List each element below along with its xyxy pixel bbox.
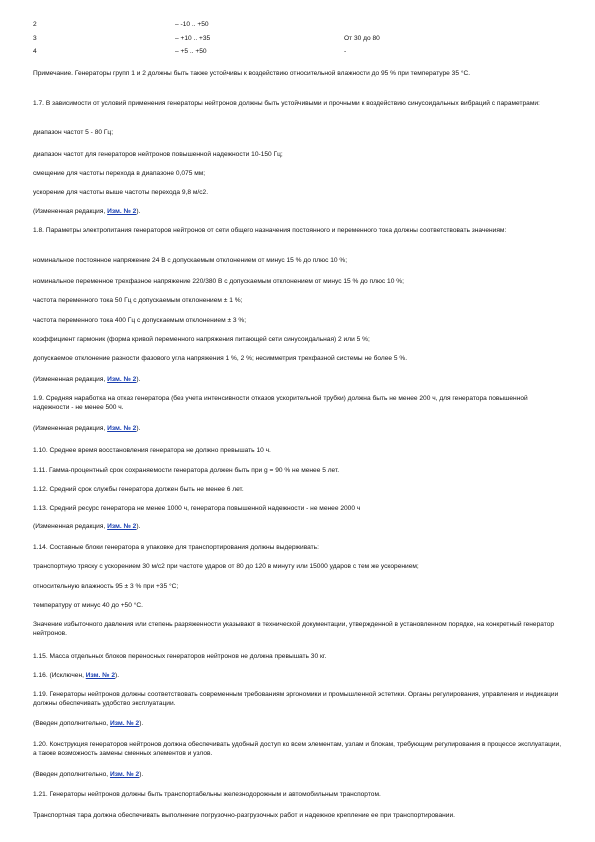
paragraph-1-14: 1.14. Составные блоки генератора в упаковке для транспортирования должны выдерживать:: [33, 544, 319, 551]
paragraph-1-21-item: Транспортная тара должна обеспечивать выполнение погрузочно-разгрузочных работ и надежное крепление ее при транспортировании.: [33, 812, 455, 819]
amendment-link[interactable]: Изм. № 2: [109, 720, 140, 727]
paragraph-1-11: 1.11. Гамма-процентный срок сохраняемости генератора должен быть при g = 90 % не менее 5 лет.: [33, 467, 340, 474]
paragraph-1-15: 1.15. Масса отдельных блоков переносных генераторов нейтронов не должна превышать 30 кг.: [33, 653, 327, 660]
edition-note-suffix: ).: [136, 523, 141, 530]
paragraph-1-8-item: частота переменного тока 400 Гц с допускаемым отклонением ± 3 %;: [33, 317, 247, 324]
paragraph-1-8-item: частота переменного тока 50 Гц с допускаемым отклонением ± 1 %;: [33, 297, 243, 304]
paragraph-1-7-item: диапазон частот для генераторов нейтронов повышенной надежности 10-150 Гц;: [33, 151, 283, 158]
edition-note: [33, 207, 563, 216]
paragraph-1-19: 1.19. Генераторы нейтронов должны соответствовать современным требованиям эргономики и промышленной эстетики. Органы регулирования, управления и индикации должны обеспечивать удобство эксплуатации.: [33, 691, 559, 707]
paragraph-1-10: 1.10. Среднее время восстановления генератора не должно превышать 10 ч.: [33, 447, 271, 454]
paragraph-1-13: 1.13. Средний ресурс генератора не менее 1000 ч, генератора повышенной надежности - не менее 2000 ч: [33, 505, 361, 512]
paragraph-1-8: 1.8. Параметры электропитания генераторов нейтронов от сети общего назначения постоянного и переменного тока должны соответствовать значениям:: [33, 227, 507, 234]
group-cell: 3: [33, 35, 37, 42]
paragraph-1-7-item: диапазон частот 5 - 80 Гц;: [33, 129, 114, 136]
edition-note-suffix: ).: [136, 208, 141, 215]
paragraph-1-8-item: номинальное переменное трехфазное напряжение 220/380 В с допускаемым отклонением от минус 15 % до плюс 10 %;: [33, 278, 404, 285]
edition-note: [33, 719, 563, 728]
edition-note: [33, 770, 563, 779]
edition-note-prefix: (Измененная редакция,: [33, 208, 108, 215]
amendment-link[interactable]: Изм. № 2: [85, 672, 115, 679]
paragraph-1-8-item: номинальное постоянное напряжение 24 В с допускаемым отклонением от минус 15 % до плюс 10 %;: [33, 257, 348, 264]
paragraph-1-20: 1.20. Конструкция генераторов нейтронов должна обеспечивать удобный доступ ко всем элементам, узлам и блокам, требующим регулирования в процессе эксплуатации, а также возможность замены сменных элементов и узлов.: [33, 741, 562, 757]
edition-note-prefix: (Введен дополнительно,: [33, 720, 110, 727]
amendment-link[interactable]: Изм. № 2: [107, 376, 137, 383]
paragraph-1-14-item: Значение избыточного давления или степень разряженности указывают в технической документации, утвержденной в установленном порядке, на конкретный генератор нейтронов.: [33, 621, 555, 637]
temperature-range-cell: – -10 .. +50: [175, 21, 209, 28]
edition-note-prefix: (Измененная редакция,: [33, 425, 108, 432]
edition-note-suffix: ).: [139, 771, 144, 778]
paragraph-1-7: 1.7. В зависимости от условий применения генераторы нейтронов должны быть устойчивыми и прочными к воздействию синусоидальных вибраций с параметрами:: [33, 100, 540, 107]
paragraph-1-8-item: допускаемое отклонение разности фазового угла напряжения 1 %, 2 %; несимметрия трехфазной системы не более 5 %.: [33, 355, 408, 362]
edition-note-suffix: ).: [139, 720, 144, 727]
paragraph-1-21: 1.21. Генераторы нейтронов должны быть транспортабельны железнодорожным и автомобильным транспортом.: [33, 791, 381, 798]
paragraph-1-16-suffix: ).: [115, 672, 120, 679]
paragraph-1-8-item: коэффициент гармоник (форма кривой переменного напряжения питающей сети синусоидальная) 2 или 5 %;: [33, 336, 370, 343]
group-cell: 2: [33, 21, 37, 28]
temperature-range-cell: – +5 .. +50: [175, 48, 207, 55]
paragraph-1-16: [33, 671, 563, 680]
edition-note: [33, 424, 563, 433]
edition-note-suffix: ).: [136, 425, 141, 432]
paragraph-1-7-item: ускорение для частоты выше частоты перехода 9,8 м/с2.: [33, 189, 209, 196]
paragraph-1-16-prefix: 1.16. (Исключен,: [33, 672, 86, 679]
pressure-cell: -: [344, 48, 347, 55]
table-row: [0, 47, 595, 56]
note-paragraph: Примечание. Генераторы групп 1 и 2 должны быть также устойчивы к воздействию относительной влажности до 95 % при температуре 35 °С.: [33, 70, 471, 77]
pressure-cell: От 30 до 80: [344, 35, 380, 42]
edition-note-prefix: (Введен дополнительно,: [33, 771, 110, 778]
edition-note-suffix: ).: [136, 376, 141, 383]
paragraph-1-9: 1.9. Средняя наработка на отказ генератора (без учета интенсивности отказов ускорительной трубки) должна быть не менее 200 ч, для генератора повышенной надежности - не менее 500 ч.: [33, 395, 528, 411]
paragraph-1-14-item: транспортную тряску с ускорением 30 м/с2 при частоте ударов от 80 до 120 в минуту или 15000 ударов с тем же ускорением;: [33, 563, 419, 570]
edition-note-prefix: (Измененная редакция,: [33, 523, 108, 530]
paragraph-1-14-item: относительную влажность 95 ± 3 % при +35 °С;: [33, 583, 179, 590]
paragraph-1-7-item: смещение для частоты перехода в диапазоне 0,075 мм;: [33, 170, 206, 177]
edition-note: [33, 375, 563, 384]
edition-note: [33, 522, 563, 531]
group-cell: 4: [33, 48, 37, 55]
paragraph-1-12: 1.12. Средний срок службы генератора должен быть не менее 6 лет.: [33, 486, 244, 493]
amendment-link[interactable]: Изм. № 2: [107, 523, 137, 530]
edition-note-prefix: (Измененная редакция,: [33, 376, 108, 383]
paragraph-1-14-item: температуру от минус 40 до +50 °С.: [33, 602, 143, 609]
temperature-range-cell: – +10 .. +35: [175, 35, 211, 42]
amendment-link[interactable]: Изм. № 2: [109, 771, 140, 778]
table-row: [0, 20, 595, 29]
amendment-link[interactable]: Изм. № 2: [107, 208, 137, 215]
table-row: [0, 34, 595, 43]
amendment-link[interactable]: Изм. № 2: [107, 425, 137, 432]
